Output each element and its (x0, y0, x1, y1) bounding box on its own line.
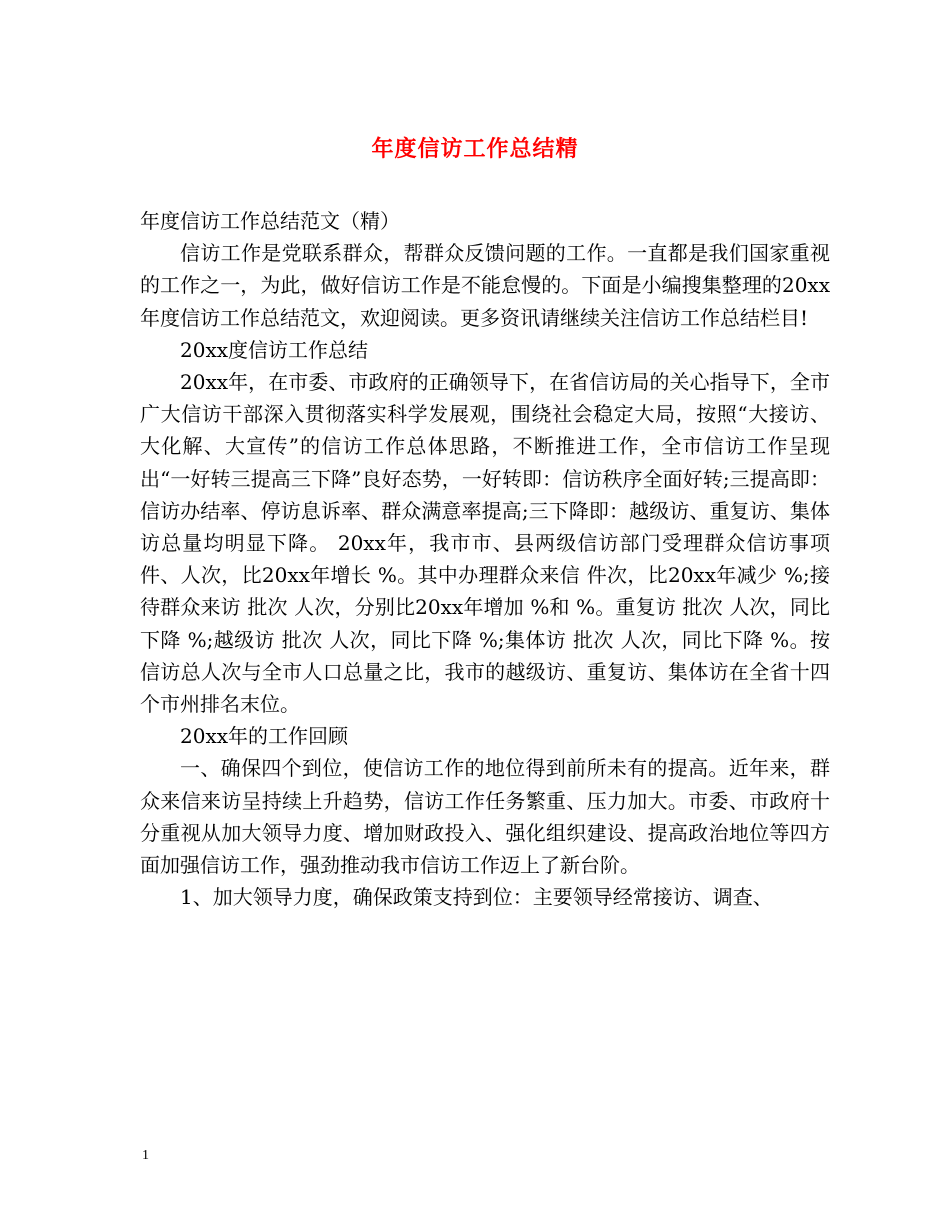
document-title: 年度信访工作总结精 (371, 136, 579, 162)
paragraph-review: 一、确保四个到位，使信访工作的地位得到前所未有的提高。近年来，群众来信来访呈持续上升趋势，信访工作任务繁重、压力加大。市委、市政府十分重视从加大领导力度、增加财政投入、强化组织建设、提高政治地位等四方面加强信访工作，强劲推动我市信访工作迈上了新台阶。 (140, 756, 830, 878)
document-subtitle: 年度信访工作总结范文（精） (140, 209, 400, 233)
document-body (140, 205, 830, 913)
page-number: 1 (142, 1148, 149, 1163)
paragraph-item: 1、加大领导力度，确保政策支持到位：主要领导经常接访、调查、 (180, 885, 773, 910)
section-heading: 20xx年的工作回顾 (180, 724, 349, 749)
paragraph-summary: 20xx年，在市委、市政府的正确领导下，在省信访局的关心指导下，全市广大信访干部深入贯彻落实科学发展观，围绕社会稳定大局，按照“大接访、大化解、大宣传”的信访工作总体思路，不断推进工作，全市信访工作呈现出“一好转三提高三下降”良好态势，一好转即：信访秩序全面好转;三提高即：信访办结率、停访息诉率、群众满意率提高;三下降即：越级访、重复访、集体访总量均明显下降。 20xx年，我市市、县两级信访部门受理群众信访事项 件、人次，比20xx年增长 %。其中办理群众来信 件次，比20xx年减少 %;接待群众来访 批次 人次，分别比20xx年增加 %和 %。重复访 批次 人次，同比下降 %;越级访 批次 人次，同比下降 %;集体访 批次 人次，同比下降 %。按信访总人次与全市人口总量之比，我市的越级访、重复访、集体访在全省十四个市州排名末位。 (140, 370, 830, 717)
section-heading: 20xx度信访工作总结 (180, 337, 369, 362)
paragraph-intro: 信访工作是党联系群众，帮群众反馈问题的工作。一直都是我们国家重视的工作之一，为此，做好信访工作是不能怠慢的。下面是小编搜集整理的20xx年度信访工作总结范文，欢迎阅读。更多资讯请继续关注信访工作总结栏目! (140, 241, 830, 330)
